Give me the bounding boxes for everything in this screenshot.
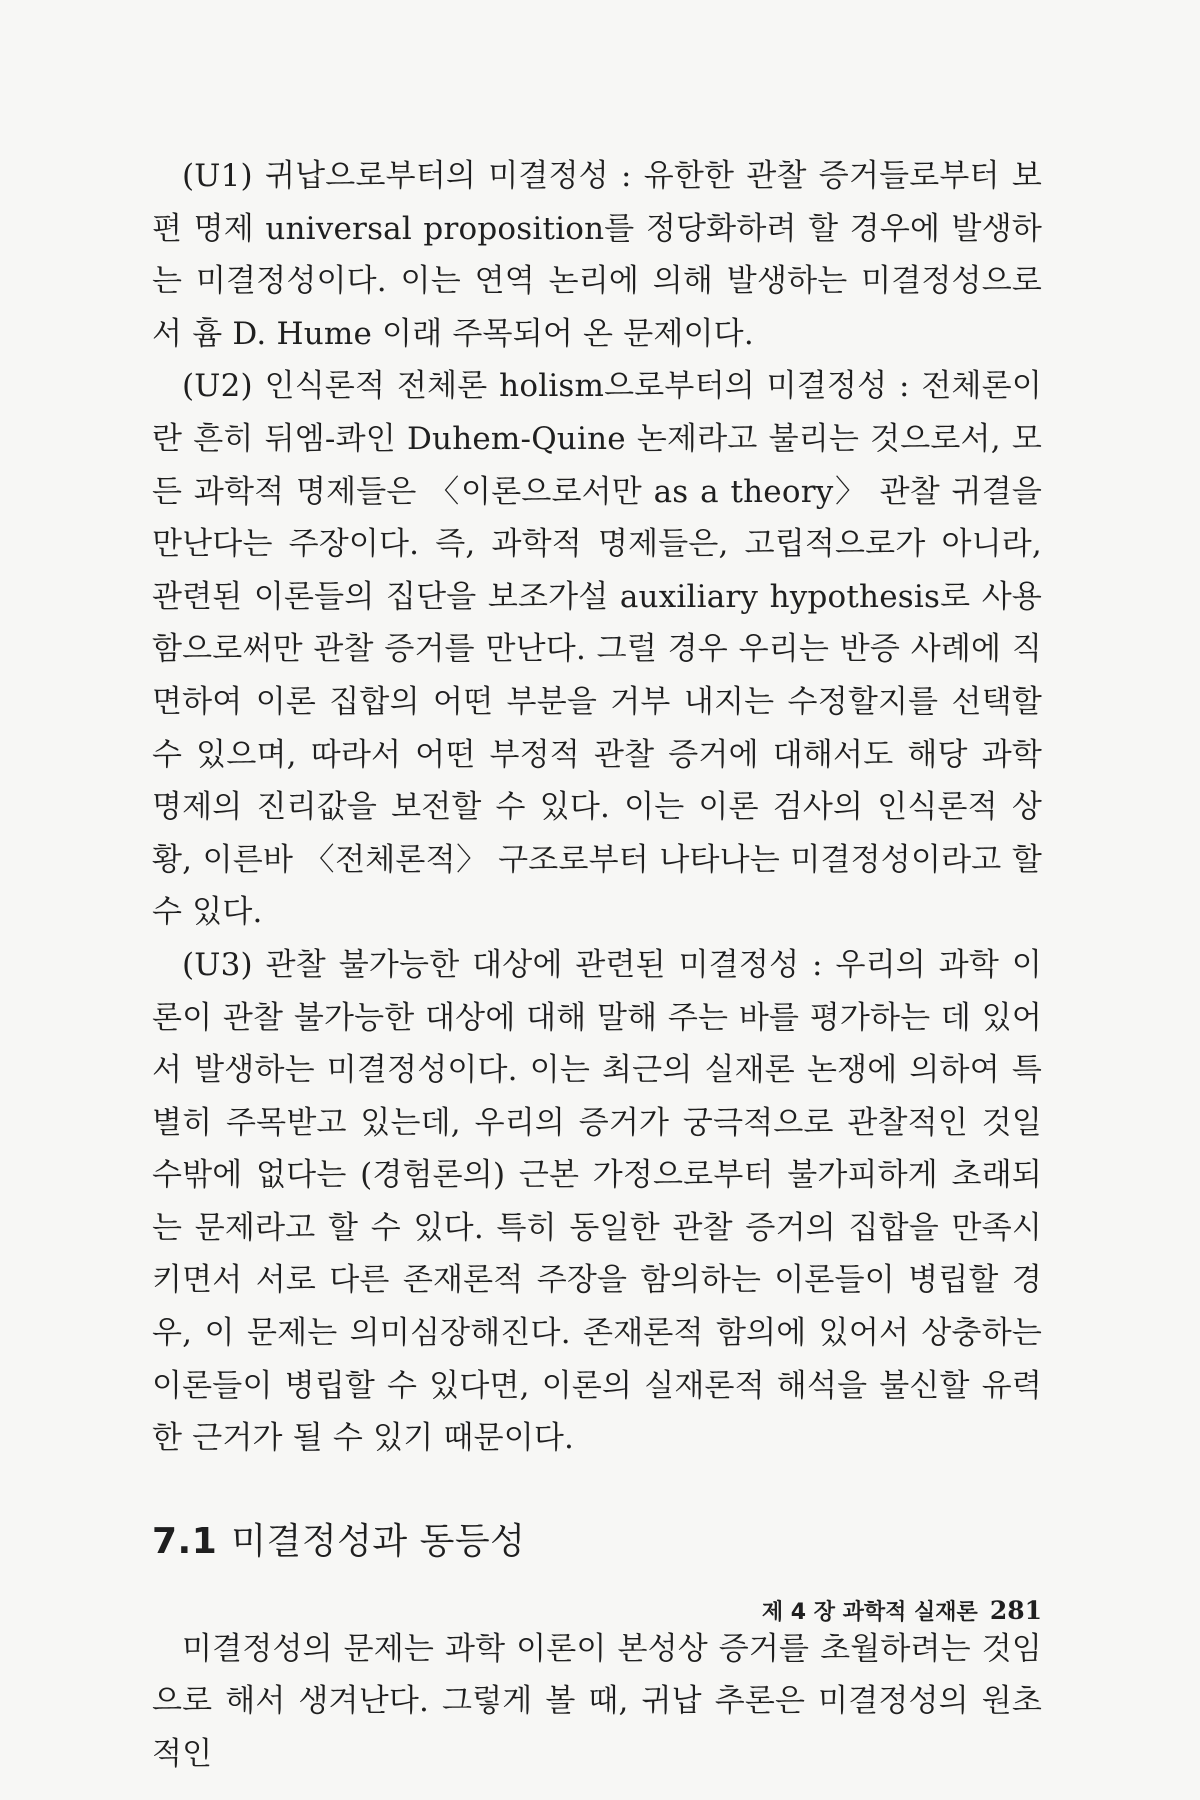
paragraph-section-intro: 미결정성의 문제는 과학 이론이 본성상 증거를 초월하려는 것임으로 해서 생겨난다. 그렇게 볼 때, 귀납 추론은 미결정성의 원초적인 <box>152 1630 1042 1773</box>
paragraph-u1: (U1) 귀납으로부터의 미결정성 : 유한한 관찰 증거들로부터 보편 명제 universal proposition를 정당화하려 할 경우에 발생하는 미결정성이다. 이는 연역 논리에 의해 발생하는 미결정성으로서 흄 D. Hume 이래 주목되어 온 문제이다. <box>152 158 1042 352</box>
page-footer <box>762 1595 1042 1626</box>
chapter-label: 제 4 장 과학적 실재론 <box>761 1600 978 1625</box>
section-number: 7.1 <box>152 1520 218 1562</box>
page-number: 281 <box>989 1596 1042 1625</box>
paragraph-u3: (U3) 관찰 불가능한 대상에 관련된 미결정성 : 우리의 과학 이론이 관찰 불가능한 대상에 대해 말해 주는 바를 평가하는 데 있어서 발생하는 미결정성이다. 이는 최근의 실재론 논쟁에 의하여 특별히 주목받고 있는데, 우리의 증거가 궁극적으로 관찰적인 것일 수밖에 없다는 (경험론의) 근본 가정으로부터 불가피하게 초래되는 문제라고 할 수 있다. 특히 동일한 관찰 증거의 집합을 만족시키면서 서로 다른 존재론적 주장을 함의하는 이론들이 병립할 경우, 이 문제는 의미심장해진다. 존재론적 함의에 있어서 상충하는 이론들이 병립할 수 있다면, 이론의 실재론적 해석을 불신할 유력한 근거가 될 수 있기 때문이다. <box>152 946 1042 1457</box>
paragraph-u2: (U2) 인식론적 전체론 holism으로부터의 미결정성 : 전체론이란 흔히 뒤엠-콰인 Duhem-Quine 논제라고 불리는 것으로서, 모든 과학적 명제들은 〈이론으로서만 as a theory〉 관찰 귀결을 만난다는 주장이다. 즉, 과학적 명제들은, 고립적으로가 아니라, 관련된 이론들의 집단을 보조가설 auxiliary hypothesis로 사용함으로써만 관찰 증거를 만난다. 그럴 경우 우리는 반증 사례에 직면하여 이론 집합의 어떤 부분을 거부 내지는 수정할지를 선택할 수 있으며, 따라서 어떤 부정적 관찰 증거에 대해서도 해당 과학 명제의 진리값을 보전할 수 있다. 이는 이론 검사의 인식론적 상황, 이른바 〈전체론적〉 구조로부터 나타나는 미결정성이라고 할 수 있다. <box>152 368 1042 931</box>
page-body <box>152 150 1042 1781</box>
section-heading <box>152 1517 1042 1567</box>
section-title: 미결정성과 동등성 <box>231 1520 526 1562</box>
